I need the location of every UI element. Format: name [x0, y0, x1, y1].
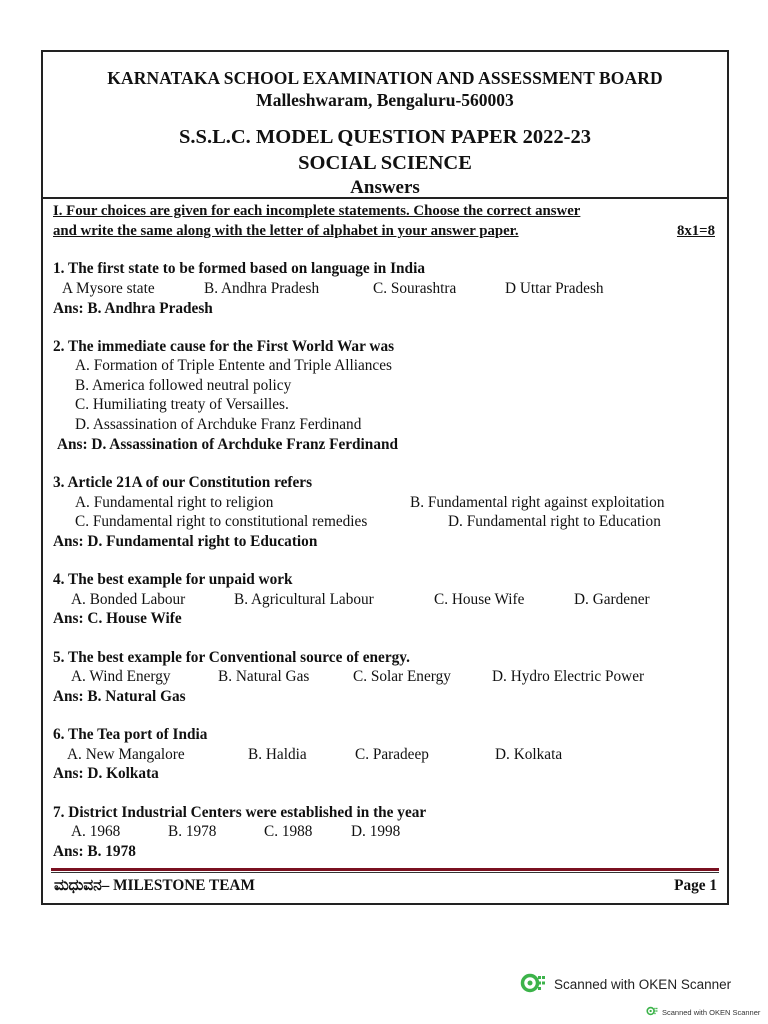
instruction-line-1: I. Four choices are given for each incomplete statements. Choose the correct answer — [53, 203, 581, 219]
option: D. Gardener — [574, 591, 650, 608]
option: B. Agricultural Labour — [234, 591, 374, 608]
footer-team-name: ಮಧುವನ– MILESTONE TEAM — [54, 877, 255, 894]
page-number: Page 1 — [674, 877, 717, 894]
option: B. Andhra Pradesh — [204, 280, 320, 297]
option: B. Natural Gas — [218, 668, 310, 685]
answer-7: Ans: B. 1978 — [53, 843, 136, 860]
option: A. Bonded Labour — [71, 591, 186, 608]
option: D. Kolkata — [495, 746, 563, 763]
option: A. New Mangalore — [67, 746, 185, 763]
board-name: KARNATAKA SCHOOL EXAMINATION AND ASSESSMENT BOARD — [107, 68, 663, 88]
answer-sheet-page — [41, 50, 729, 905]
option: A. 1968 — [71, 823, 121, 840]
question-1: 1. The first state to be formed based on language in India — [53, 260, 425, 277]
instruction-line-2: and write the same along with the letter of alphabet in your answer paper. — [53, 223, 519, 239]
scanner-watermark — [520, 972, 731, 997]
option: D. Hydro Electric Power — [492, 668, 645, 685]
option: A. Wind Energy — [71, 668, 171, 685]
option: C. Paradeep — [355, 746, 429, 763]
scanner-label: Scanned with OKEN Scanner — [554, 977, 732, 992]
scanner-small-label: Scanned with OKEN Scanner — [662, 1007, 761, 1017]
question-6: 6. The Tea port of India — [53, 726, 208, 743]
option: C. House Wife — [434, 591, 525, 608]
option: C. Fundamental right to constitutional remedies — [75, 513, 368, 530]
option: C. 1988 — [264, 823, 313, 840]
question-4: 4. The best example for unpaid work — [53, 571, 293, 588]
option: C. Sourashtra — [373, 280, 457, 297]
paper-title: S.S.L.C. MODEL QUESTION PAPER 2022-23 — [179, 126, 591, 148]
question-2: 2. The immediate cause for the First World War was — [53, 338, 395, 355]
option: B. Fundamental right against exploitation — [410, 494, 665, 511]
question-3: 3. Article 21A of our Constitution refers — [53, 474, 313, 491]
option: A. Formation of Triple Entente and Triple Alliances — [75, 357, 392, 374]
subject-title: SOCIAL SCIENCE — [298, 152, 472, 174]
option: C. Humiliating treaty of Versailles. — [75, 396, 289, 413]
marks-label: 8x1=8 — [676, 223, 715, 239]
answer-4: Ans: C. House Wife — [53, 610, 182, 627]
board-address: Malleshwaram, Bengaluru-560003 — [256, 90, 514, 110]
option: C. Solar Energy — [353, 668, 451, 685]
footer-divider-red — [51, 868, 719, 871]
oken-scanner-logo-icon — [520, 972, 546, 997]
option: A Mysore state — [62, 280, 155, 297]
question-5: 5. The best example for Conventional source of energy. — [53, 649, 410, 666]
answer-2: Ans: D. Assassination of Archduke Franz Ferdinand — [57, 436, 398, 453]
question-7: 7. District Industrial Centers were established in the year — [53, 804, 427, 821]
option: D Uttar Pradesh — [505, 280, 604, 297]
answer-6: Ans: D. Kolkata — [53, 765, 159, 782]
option: D. Fundamental right to Education — [448, 513, 661, 530]
oken-scanner-logo-small-icon — [646, 1006, 658, 1018]
option: B. Haldia — [248, 746, 307, 763]
answer-1: Ans: B. Andhra Pradesh — [53, 300, 213, 317]
option: D. 1998 — [351, 823, 401, 840]
header-divider — [43, 197, 727, 199]
answer-3: Ans: D. Fundamental right to Education — [53, 533, 318, 550]
option: D. Assassination of Archduke Franz Ferdinand — [75, 416, 362, 433]
option: B. America followed neutral policy — [75, 377, 292, 394]
option: A. Fundamental right to religion — [75, 494, 274, 511]
section-title: Answers — [350, 177, 420, 198]
answer-5: Ans: B. Natural Gas — [53, 688, 186, 705]
option: B. 1978 — [168, 823, 217, 840]
scanner-watermark-small — [646, 1006, 760, 1018]
footer-divider — [51, 872, 719, 873]
